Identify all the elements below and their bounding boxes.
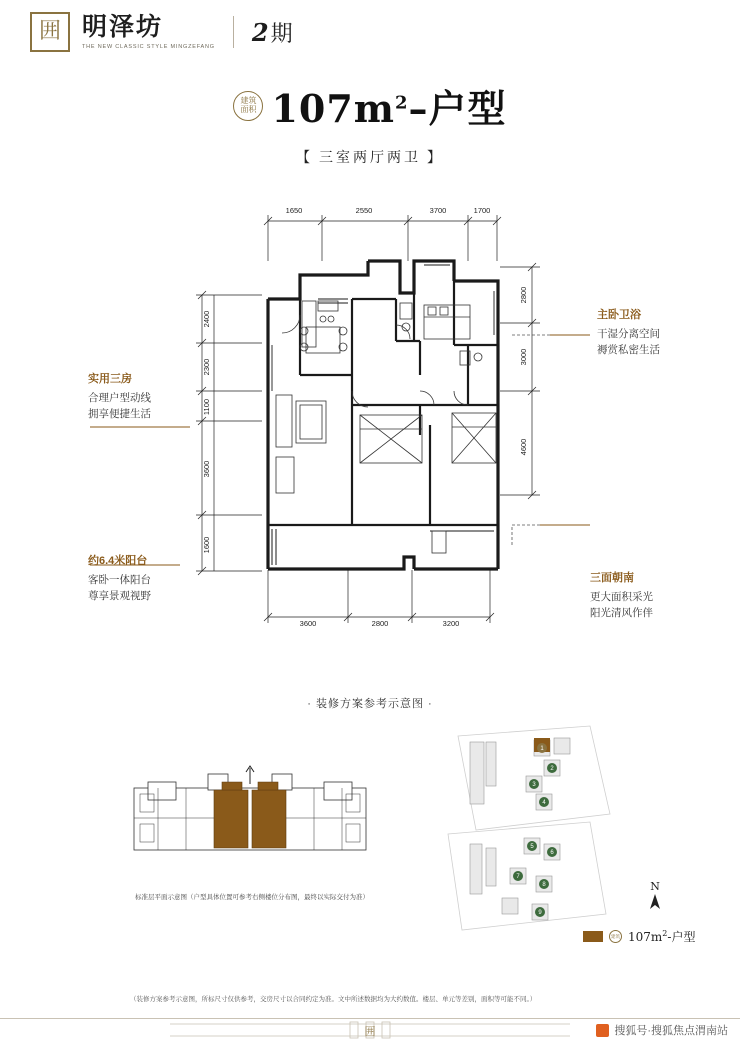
legend-suffix: -户型 (667, 930, 696, 944)
svg-text:2800: 2800 (371, 619, 389, 628)
legend-swatch (583, 931, 603, 942)
subtitle-text: 三室两厅两卫 (319, 150, 421, 166)
logo-english-name: THE NEW CLASSIC STYLE MINGZEFANG (82, 43, 215, 50)
callout-line: 更大面积采光 (590, 591, 653, 604)
header-divider (233, 16, 234, 48)
svg-text:3600: 3600 (202, 460, 211, 478)
svg-text:3000: 3000 (519, 348, 528, 366)
callout-heading: 实用三房 (88, 373, 132, 385)
callout-practical-three-rooms (88, 371, 151, 423)
title-block (0, 78, 740, 167)
callout-line: 褥赏私密生活 (597, 344, 660, 357)
phase-unit: 期 (270, 21, 293, 47)
callout-line: 干湿分离空间 (597, 328, 660, 341)
watermark (596, 1022, 728, 1038)
logo-text (82, 14, 215, 49)
brand-header (30, 12, 293, 52)
svg-text:4600: 4600 (519, 438, 528, 456)
callout-line: 客卧一体阳台 (88, 574, 151, 587)
watermark-text: 搜狐号·搜狐焦点渭南站 (614, 1025, 728, 1037)
phase-label (252, 17, 293, 48)
area-badge-line2: 面积 (240, 104, 257, 114)
bracket-left: 【 (296, 150, 313, 166)
callout-heading: 三面朝南 (590, 572, 634, 584)
svg-text:6: 6 (550, 850, 554, 856)
page-title (271, 78, 506, 133)
floor-plate-caption: 标准层平面示意图（户型具体位置可参考右侧楼位分布图，最终以实际交付为准） (135, 894, 369, 901)
callout-heading: 约6.4米阳台 (88, 555, 148, 567)
title-suffix: –户型 (408, 86, 507, 131)
svg-text:1600: 1600 (202, 536, 211, 554)
svg-text:1: 1 (540, 746, 544, 752)
sohu-logo-icon (596, 1024, 609, 1037)
svg-text:1650: 1650 (285, 206, 303, 215)
svg-text:1100: 1100 (202, 398, 211, 416)
svg-text:8: 8 (542, 882, 546, 888)
svg-text:2550: 2550 (355, 206, 373, 215)
svg-text:9: 9 (538, 910, 542, 916)
footer-ornament-icon (170, 1020, 570, 1042)
svg-text:2800: 2800 (519, 286, 528, 304)
svg-text:3700: 3700 (429, 206, 447, 215)
svg-text:7: 7 (516, 874, 520, 880)
main-title-row (233, 78, 506, 133)
callout-master-bath (597, 307, 660, 359)
logo-chinese-name: 明泽坊 (82, 12, 164, 42)
area-badge-icon (233, 91, 263, 121)
standard-floor-plate-diagram (130, 760, 370, 880)
callout-line: 拥享便捷生活 (88, 408, 151, 421)
svg-text:2: 2 (550, 766, 554, 772)
svg-text:3: 3 (532, 782, 536, 788)
logo-mark-icon: 囲 (30, 12, 70, 52)
legend-badge-icon (609, 930, 622, 943)
area-badge-line1: 建筑 (240, 96, 257, 106)
callout-balcony (88, 553, 151, 605)
callout-line: 合理户型动线 (88, 392, 151, 405)
legend-badge-line1: 建筑 (611, 934, 620, 940)
svg-text:2300: 2300 (202, 358, 211, 376)
callout-line: 尊享景观视野 (88, 590, 151, 603)
callout-line: 阳光清风作伴 (590, 607, 653, 620)
legend-label (628, 928, 695, 945)
svg-text:1700: 1700 (473, 206, 491, 215)
title-area: 107m (271, 86, 395, 131)
compass-north-label: N (650, 880, 660, 893)
callout-three-sides-south (590, 570, 653, 622)
svg-text:3600: 3600 (299, 619, 317, 628)
site-plan-diagram (440, 718, 620, 948)
svg-text:4: 4 (542, 800, 546, 806)
title-superscript: 2 (394, 92, 409, 114)
svg-text:3200: 3200 (442, 619, 460, 628)
disclaimer-text: （装修方案参考示意图，所标尺寸仅供参考，交房尺寸以合同约定为准。文中所述数据均为大约数值。楼层、单元等差别，面积等可能不同。） (130, 996, 537, 1003)
callout-heading: 主卧卫浴 (597, 309, 641, 321)
bracket-right: 】 (427, 150, 444, 166)
compass-arrow-icon (647, 893, 663, 911)
svg-text:5: 5 (530, 844, 534, 850)
footer-divider (0, 1018, 740, 1019)
decoration-note: · 装修方案参考示意图 · (307, 698, 433, 710)
legend-sup: 2 (662, 929, 668, 938)
legend (583, 928, 695, 945)
phase-number: 2 (251, 17, 269, 47)
compass-icon (640, 880, 670, 916)
svg-text:2400: 2400 (202, 310, 211, 328)
svg-text:囲: 囲 (364, 1025, 376, 1038)
subtitle (0, 147, 740, 167)
floor-plan-area (0, 195, 740, 655)
legend-area: 107m (628, 930, 663, 944)
